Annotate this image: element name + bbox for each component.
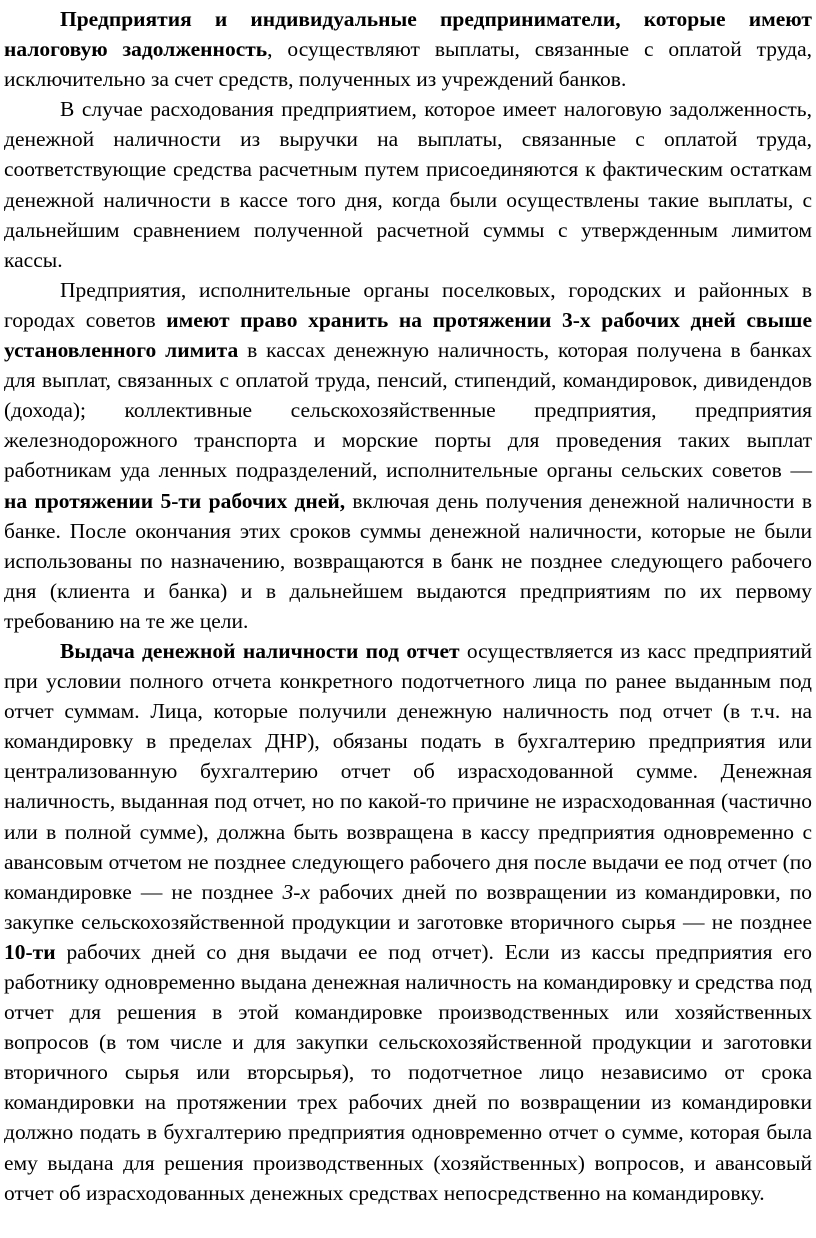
paragraph-cash-limit [4, 275, 812, 636]
paragraph-cash-advance [4, 636, 812, 1208]
paragraph-text: Предприятия, исполнительные органы поселковых, городских и районных в городах советов [4, 277, 812, 332]
bold-phrase-3-days: имеют право хранить на протяжении 3-х рабочих дней свыше установленного лимита [4, 307, 812, 363]
paragraph-text: , осуществляют выплаты, связанные с оплатой труда, исключительно за счет средств, полученных из учреждений банков. [4, 37, 813, 92]
italic-phrase-3-days: 3-х [282, 879, 310, 904]
bold-phrase-10-days: 10-ти [4, 939, 56, 964]
paragraph-cash-spending [4, 94, 812, 275]
paragraph-tax-debt [4, 4, 812, 94]
bold-phrase-5-days: на протяжении 5-ти рабочих дней, [4, 488, 346, 513]
paragraph-text: осуществляется из касс предприятий при условии полного отчета конкретного подотчетного лица по ранее выданным под отчет суммам. Лица, которые получили денежную наличность под отчет (в т.ч. на командировку в пределах ДНР), обязаны подать в бухгалтерию предприятия или централизованную бухгалтерию отчет об израсходованной сумме. Денежная наличность, выданная под отчет, но по какой-то причине не израсходованная (частично или в полной сумме), должна быть возвращена в кассу предприятия одновременно с авансовым отчетом не позднее следующего рабочего дня после выдачи ее под отчет (по командировке — не позднее [4, 638, 812, 904]
paragraph-text: рабочих дней со дня выдачи ее под отчет). Если из кассы предприятия его работнику одновременно выдана денежная наличность на командировку и средства под отчет для решения в этой командировке производственных или хозяйственных вопросов (в том числе и для закупки сельскохозяйственной продукции и заготовки вторичного сырья или вторсырья), то подотчетное лицо независимо от срока командировки на протяжении трех рабочих дней по возвращении из командировки должно подать в бухгалтерию предприятия одновременно отчет о сумме, которая была ему выдана для решения производственных (хозяйственных) вопросов, и авансовый отчет об израсходованных денежных средствах непосредственно на командировку. [4, 939, 812, 1205]
paragraph-text: включая день получения денежной наличности в банке. После окончания этих сроков суммы денежной наличности, которые не были использованы по назначению, возвращаются в банк не позднее следующего рабочего дня (клиента и банка) и в дальнейшем выдаются предприятиям по их первому требованию на те же цели. [4, 488, 812, 633]
paragraph-text: рабочих дней по возвращении из командировки, по закупке сельскохозяйственной продукции и заготовке вторичного сырья — не позднее [4, 879, 812, 934]
paragraph-text: в кассах денежную наличность, которая получена в банках для выплат, связанных с оплатой труда, пенсий, стипендий, командировок, дивидендов (дохода); коллективные сельскохозяйственные предприятия, предприятия железнодорожного транспорта и морские порты для проведения таких выплат работникам уда ленных подразделений, исполнительные органы сельских советов — [4, 338, 812, 483]
bold-heading-cash-advance: Выдача денежной наличности под отчет [60, 638, 460, 663]
paragraph-text: В случае расходования предприятием, которое имеет налоговую задолженность, денежной наличности из выручки на выплаты, связанные с оплатой труда, соответствующие средства расчетным путем присоединяются к фактическим остаткам денежной наличности в кассе того дня, когда были осуществлены такие выплаты, с дальнейшим сравнением полученной расчетной суммы с утвержденным лимитом кассы. [4, 97, 812, 272]
bold-heading-tax-debt: Предприятия и индивидуальные предприниматели, которые имеют налоговую задолженность [4, 7, 812, 62]
